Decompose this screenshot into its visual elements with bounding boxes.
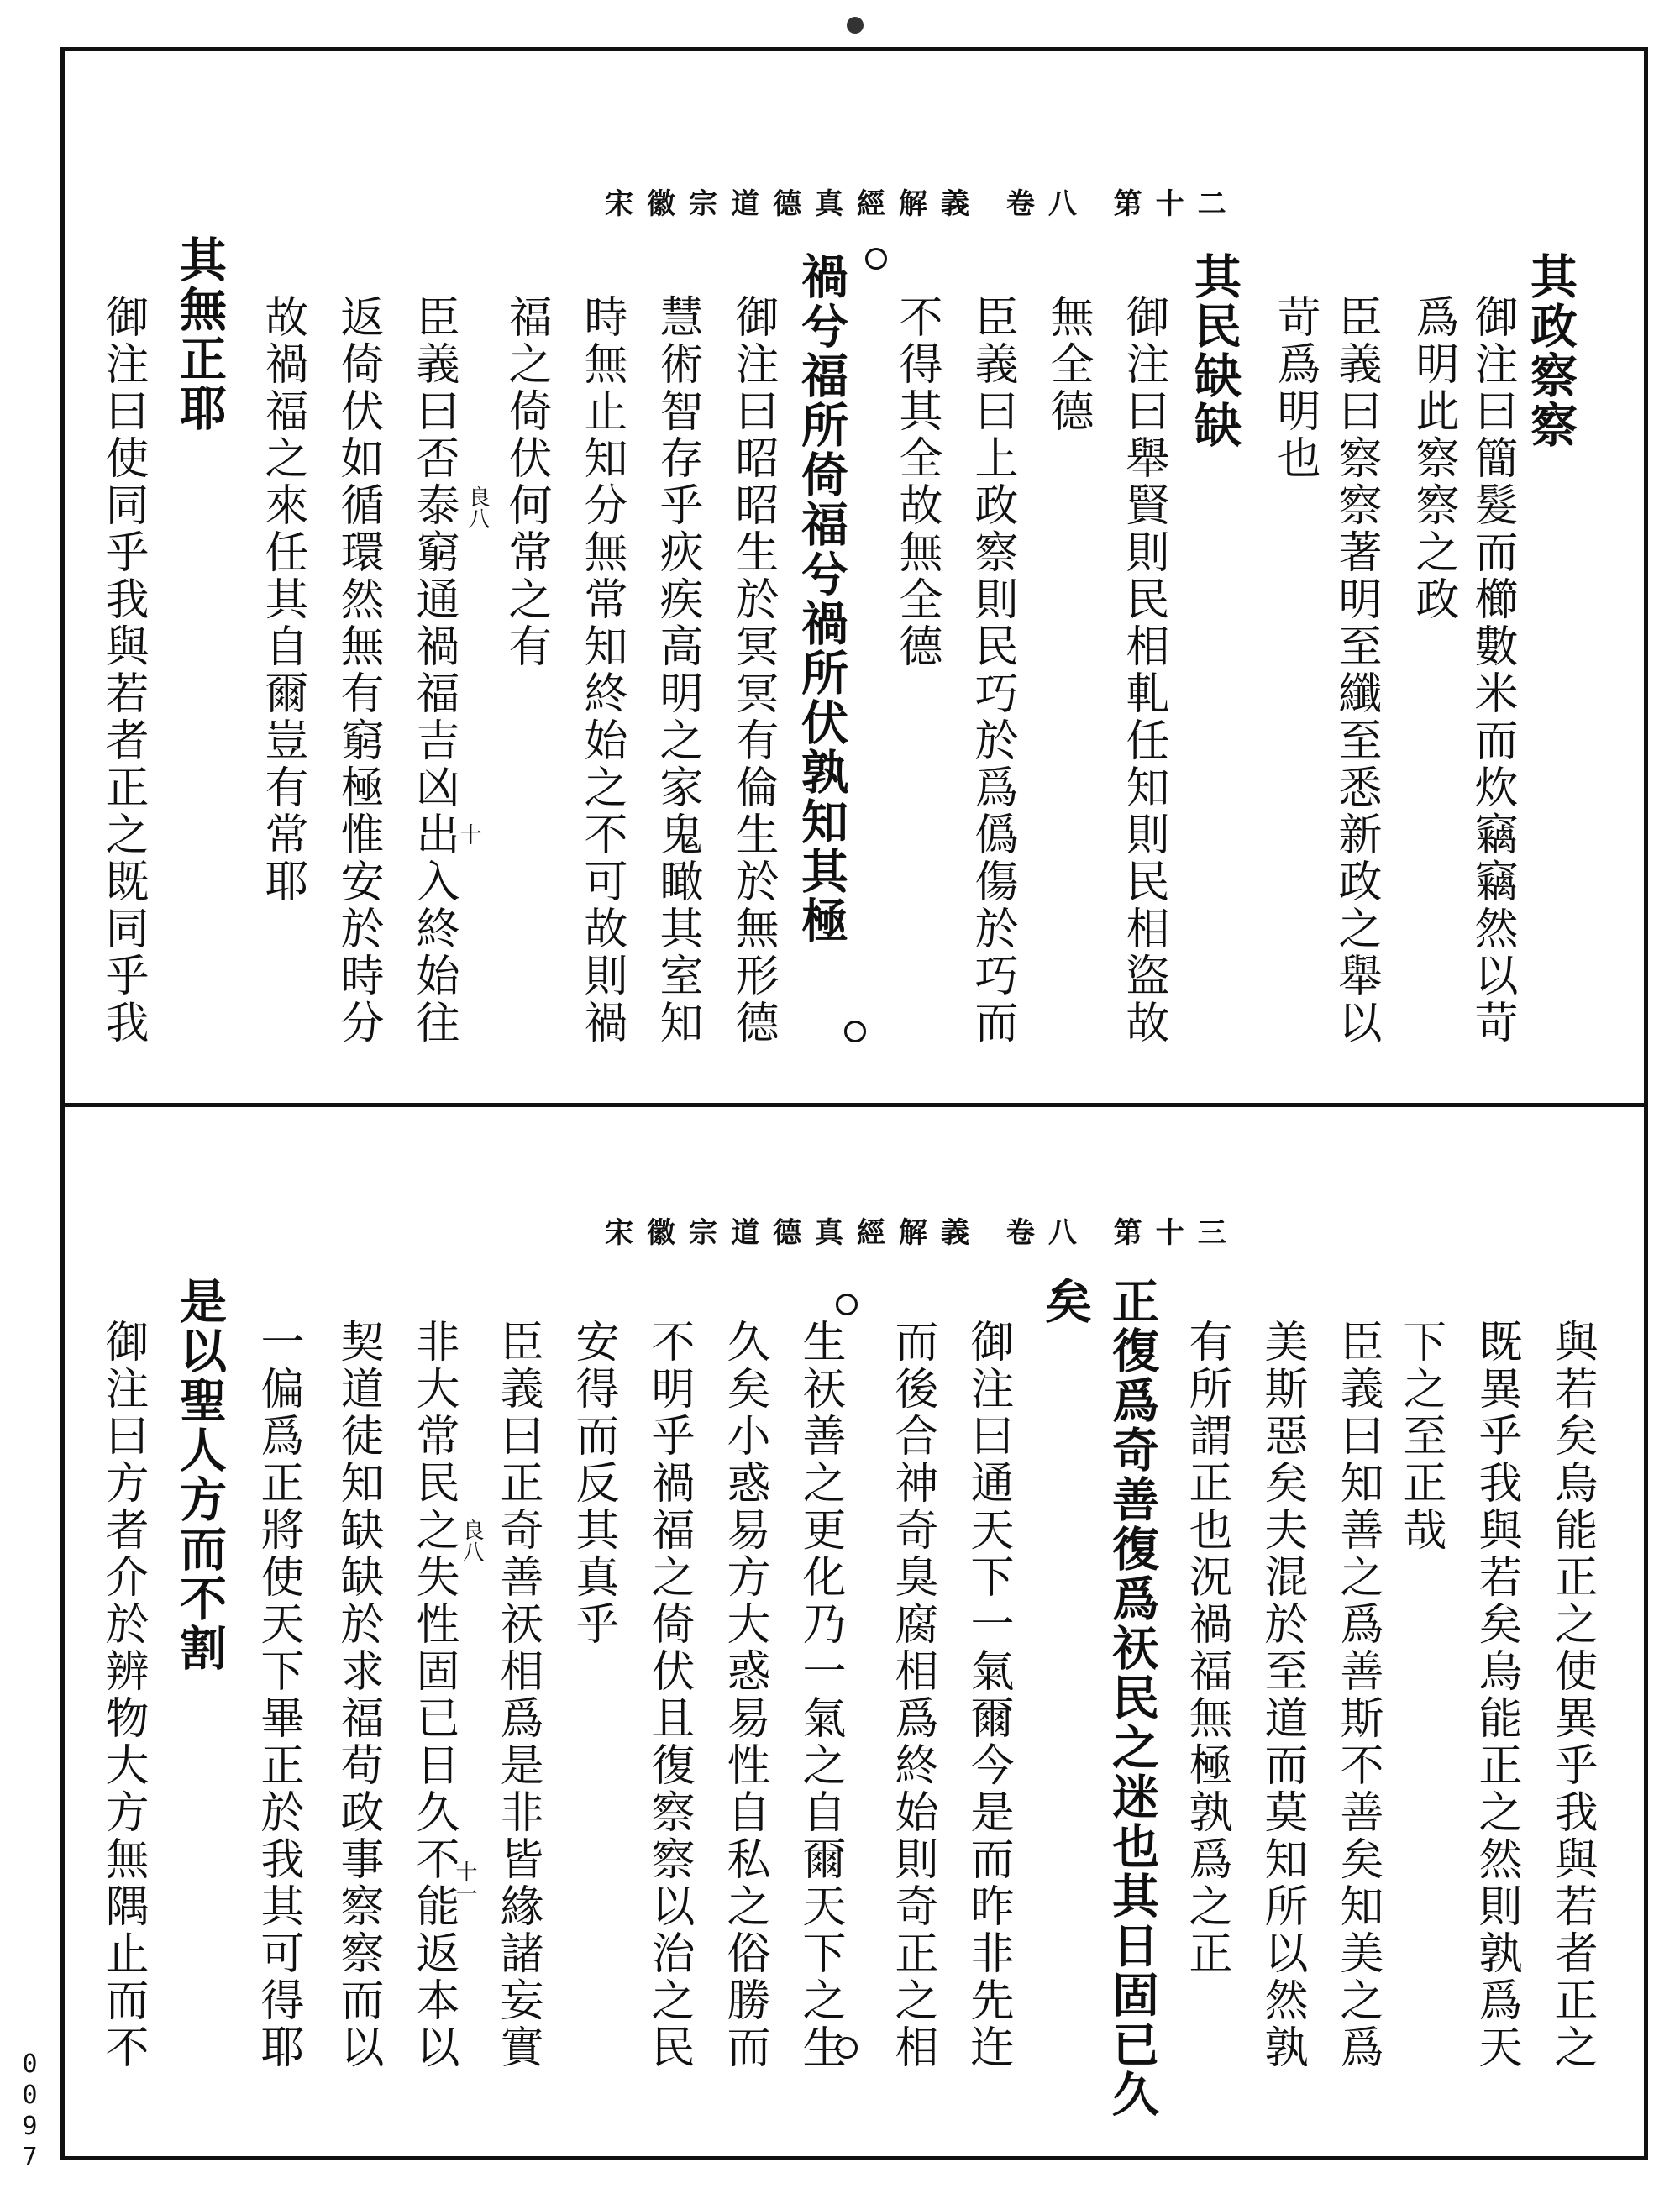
text-column: 慧術智存乎疢疾高明之家鬼瞰其室知	[652, 294, 702, 1047]
text-column: 臣義曰正奇善祆相爲是非皆緣諸妄實	[492, 1319, 543, 2071]
text-column: 不明乎禍福之倚伏且復察察以治之民	[643, 1319, 694, 2071]
text-column: 不得其全故無全德	[891, 294, 942, 670]
text-column: 正復爲奇善復爲祆民之迷也其日固已久	[1105, 1277, 1160, 2119]
text-column: 御注曰使同乎我與若者正之既同乎我	[97, 294, 148, 1047]
text-column: 返倚伏如循環然無有窮極惟安於時分	[333, 294, 383, 1047]
text-column: 臣義曰知善之爲善斯不善矣知美之爲	[1332, 1319, 1383, 2071]
text-column: 其政察察	[1523, 252, 1578, 450]
text-column: 久矣小惑易方大惑易性自私之俗勝而	[719, 1319, 769, 2071]
text-column: 生祆善之更化乃一氣之自爾天下之生	[795, 1319, 845, 2071]
text-column: 安得而反其真乎	[568, 1319, 618, 1648]
text-column: 其無正耶	[172, 235, 228, 433]
text-column: 御注曰簡髮而櫛數米而炊竊竊然以苛	[1467, 294, 1517, 1047]
text-column: 而後合神奇臭腐相爲終始則奇正之相	[887, 1319, 937, 2071]
text-column: 美斯惡矣夫混於至道而莫知所以然孰	[1257, 1319, 1307, 2071]
text-column: 御注曰昭昭生於冥冥有倫生於無形德	[727, 294, 778, 1047]
punctuation-circle-mark	[844, 1021, 866, 1042]
page-header-bottom: 宋徽宗道德真經解義 卷八 第十三	[605, 1216, 1240, 1250]
text-column: 臣義曰察察著明至纖至悉新政之舉以	[1331, 294, 1381, 1047]
text-column: 爲明此察察之政	[1408, 294, 1458, 623]
text-column: 無全德	[1042, 294, 1093, 435]
interlinear-mark: 十一	[452, 1860, 477, 1904]
page-divider	[60, 1103, 1648, 1107]
text-column: 矣	[1037, 1277, 1093, 1326]
interlinear-mark: 十	[456, 823, 481, 845]
text-column: 御注曰通天下一氣爾今是而昨非先迕	[963, 1319, 1013, 2071]
binding-hole-mark	[847, 17, 864, 34]
text-column: 下之至正哉	[1395, 1319, 1446, 1554]
text-column: 契道徒知缺缺於求福苟政事察察而以	[333, 1319, 383, 2071]
text-column: 非大常民之失性固已日久不能返本以	[408, 1319, 459, 2071]
page-number: 0097	[15, 2049, 45, 2174]
text-column: 有所謂正也況禍福無極孰爲之正	[1181, 1319, 1231, 1977]
text-column: 其民缺缺	[1187, 252, 1242, 450]
text-column: 苛爲明也	[1269, 294, 1320, 482]
text-column: 禍兮福所倚福兮禍所伏孰知其極	[794, 252, 849, 946]
punctuation-circle-mark	[836, 1294, 858, 1315]
punctuation-circle-mark	[865, 248, 887, 270]
text-column: 福之倚伏何常之有	[501, 294, 551, 670]
text-column: 御注曰方者介於辨物大方無隅止而不	[97, 1319, 148, 2071]
text-column: 是以聖人方而不割	[172, 1277, 228, 1673]
interlinear-mark: 良八	[459, 1519, 484, 1562]
text-column: 臣義曰否泰窮通禍福吉凶出入終始往	[408, 294, 459, 1047]
page-header-top: 宋徽宗道德真經解義 卷八 第十二	[605, 187, 1240, 221]
text-column: 臣義曰上政察則民巧於爲僞傷於巧而	[967, 294, 1017, 1047]
text-column: 與若矣烏能正之使異乎我與若者正之	[1546, 1319, 1597, 2071]
text-column: 御注曰舉賢則民相軋任知則民相盜故	[1118, 294, 1168, 1047]
interlinear-mark: 良八	[465, 485, 490, 529]
text-column: 既異乎我與若矣烏能正之然則孰爲天	[1471, 1319, 1521, 2071]
punctuation-circle-mark	[836, 2037, 858, 2059]
text-column: 一偏爲正將使天下畢正於我其可得耶	[253, 1319, 303, 2071]
text-column: 故禍福之來任其自爾豈有常耶	[257, 294, 307, 905]
text-column: 時無止知分無常知終始之不可故則禍	[576, 294, 627, 1047]
